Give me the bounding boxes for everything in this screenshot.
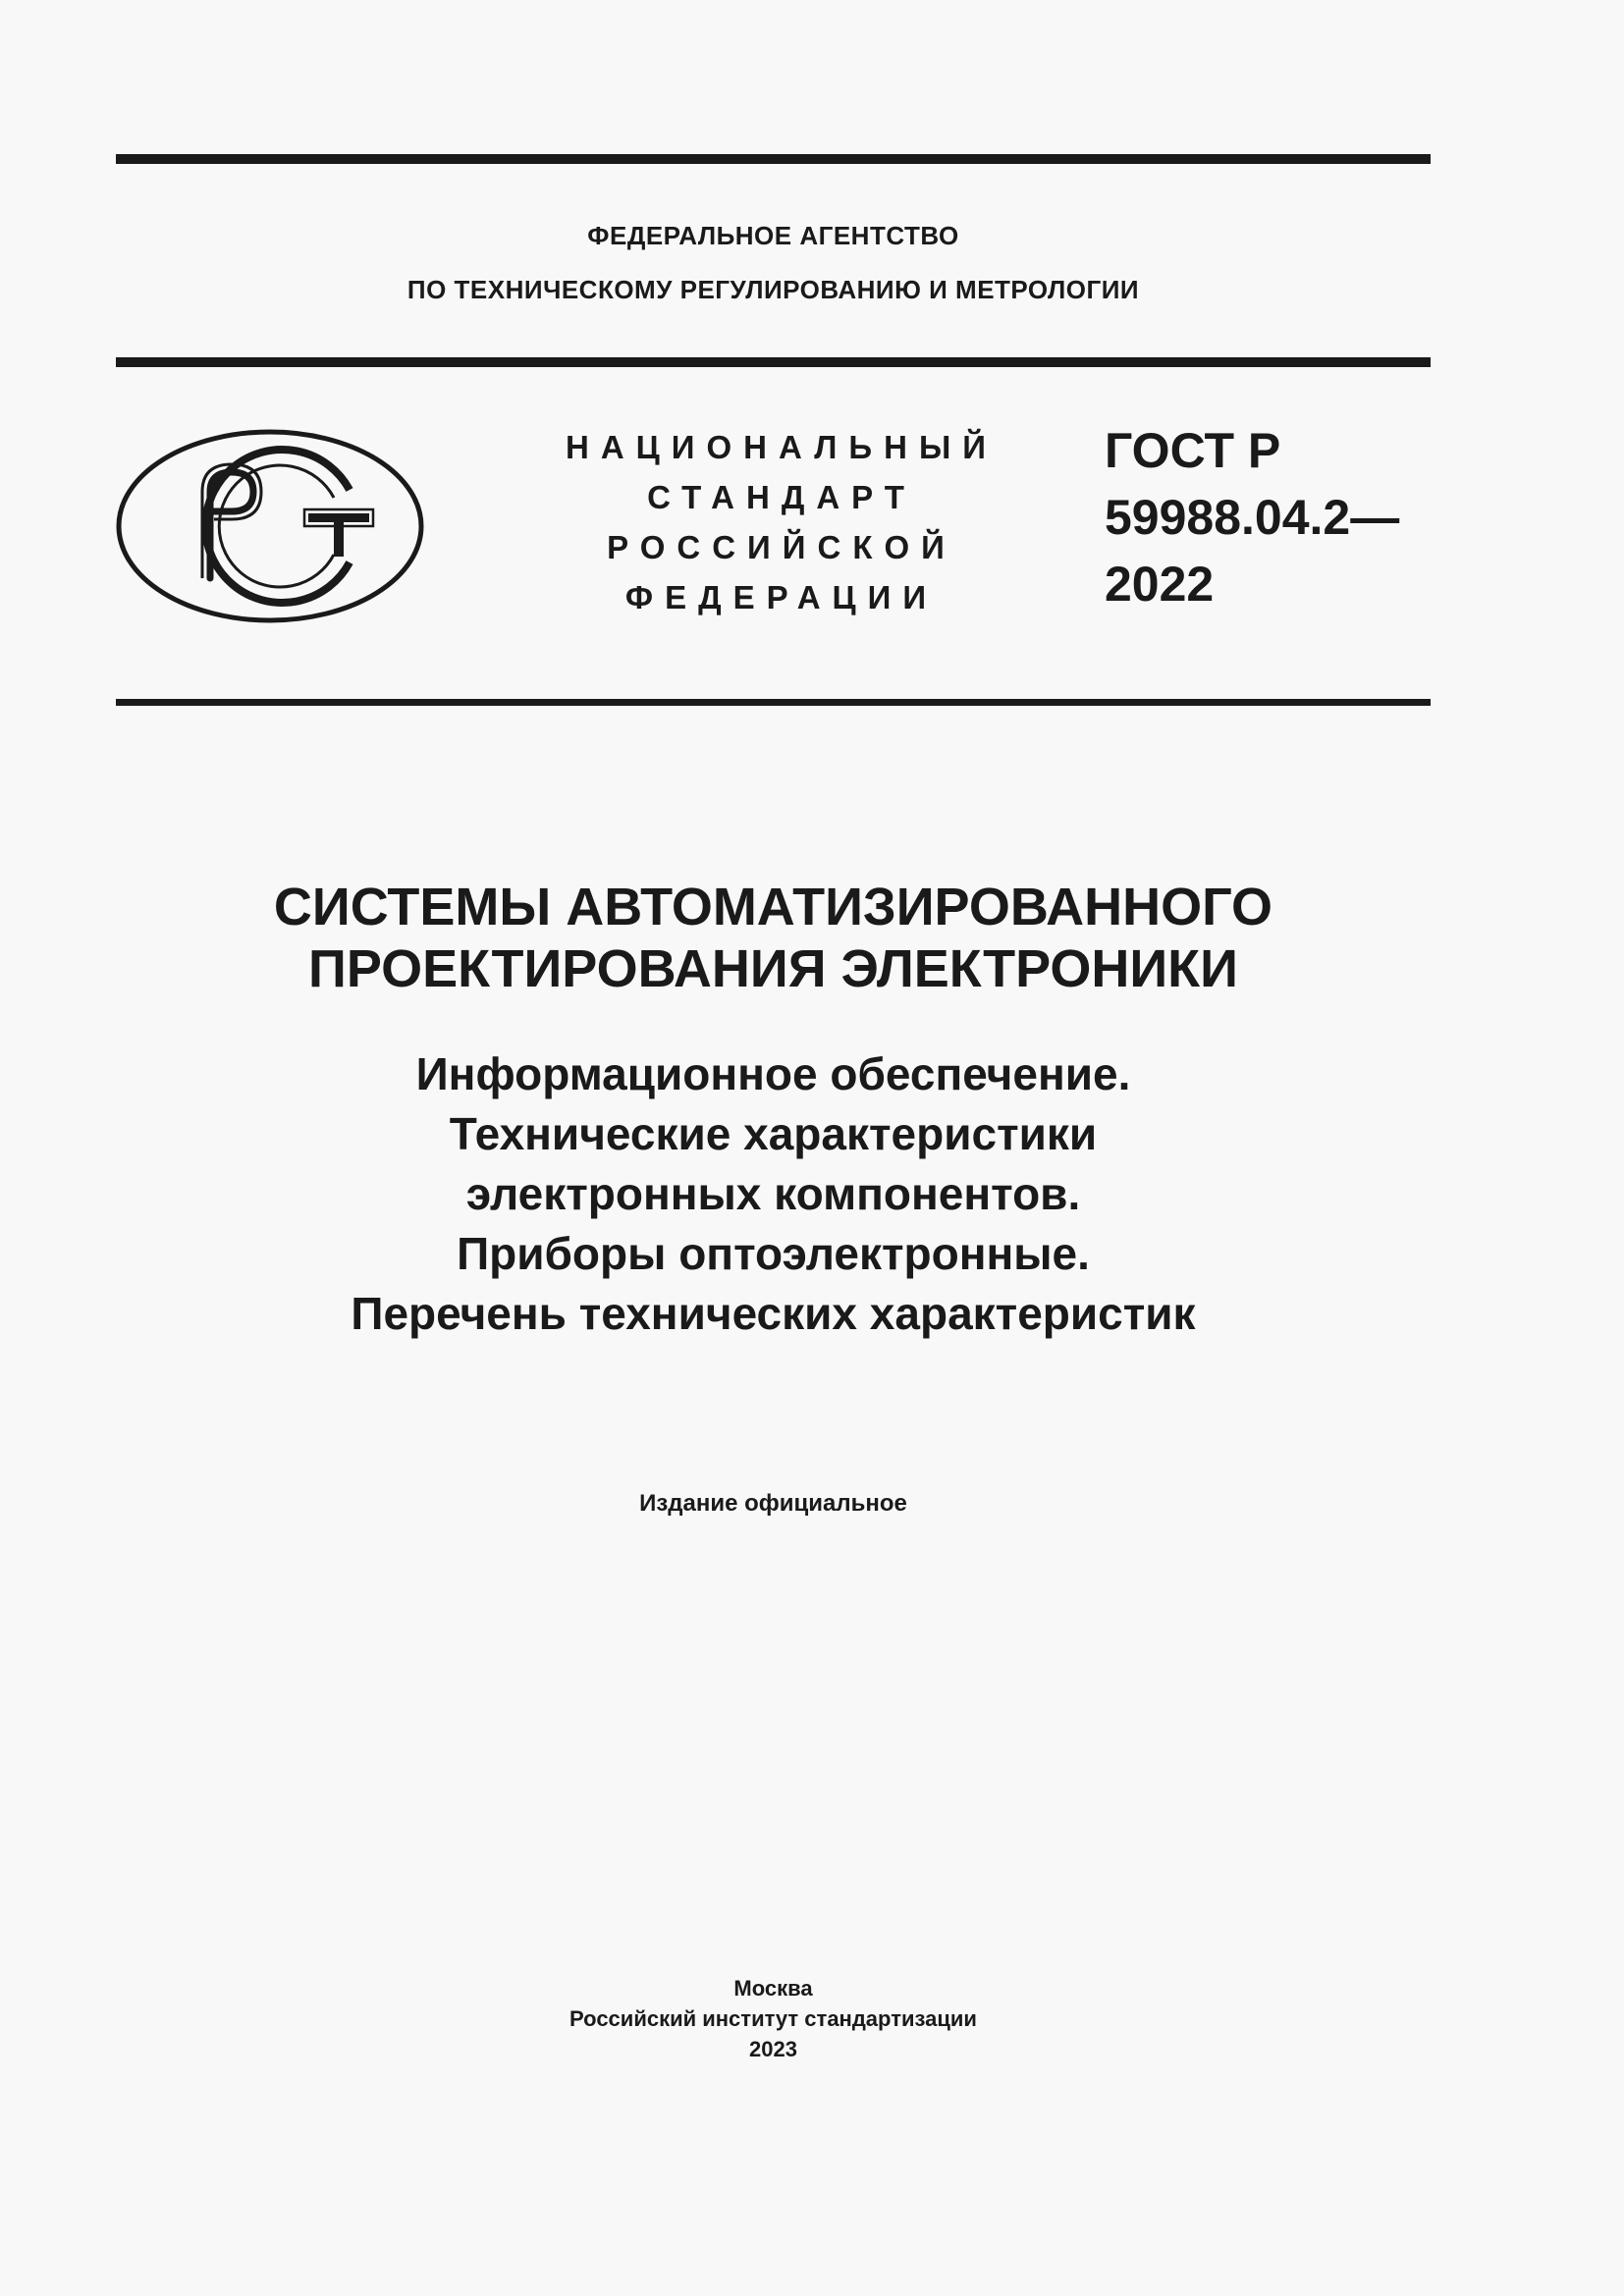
subtitle-line: Информационное обеспечение. [415, 1048, 1131, 1099]
subtitle-line: Технические характеристики [449, 1108, 1098, 1159]
standard-number [1105, 417, 1429, 617]
national-label-line: СТАНДАРТ [647, 479, 916, 515]
agency-name-line-1: ФЕДЕРАЛЬНОЕ АГЕНТСТВО [587, 221, 959, 250]
edition-note: Издание официальное [639, 1490, 907, 1517]
document-title [116, 877, 1431, 1000]
standard-rule [116, 699, 1431, 706]
agency-name-line-2: ПО ТЕХНИЧЕСКОМУ РЕГУЛИРОВАНИЮ И МЕТРОЛОГИИ [406, 275, 1140, 304]
rst-certification-mark-icon [116, 429, 424, 623]
national-label-line: РОССИЙСКОЙ [607, 529, 956, 565]
national-label-line: НАЦИОНАЛЬНЫЙ [566, 429, 998, 465]
national-standard-label [530, 422, 1021, 622]
subtitle-line: Приборы оптоэлектронные. [457, 1228, 1090, 1279]
standard-number-line: 59988.04.2— [1105, 490, 1400, 545]
standard-number-line: ГОСТ Р [1105, 423, 1281, 478]
imprint [116, 1973, 1431, 2064]
top-rule [116, 154, 1431, 164]
title-line: ПРОЕКТИРОВАНИЯ ЭЛЕКТРОНИКИ [308, 939, 1238, 998]
header-rule [116, 357, 1431, 367]
document-subtitle [116, 1044, 1431, 1344]
subtitle-line: электронных компонентов. [465, 1168, 1081, 1219]
imprint-city: Москва [733, 1976, 813, 2001]
imprint-publisher: Российский институт стандартизации [569, 2006, 977, 2031]
standard-number-line: 2022 [1105, 557, 1215, 612]
imprint-year: 2023 [749, 2037, 797, 2061]
national-label-line: ФЕДЕРАЦИИ [624, 579, 939, 615]
title-line: СИСТЕМЫ АВТОМАТИЗИРОВАННОГО [273, 878, 1273, 936]
subtitle-line: Перечень технических характеристик [351, 1288, 1196, 1339]
